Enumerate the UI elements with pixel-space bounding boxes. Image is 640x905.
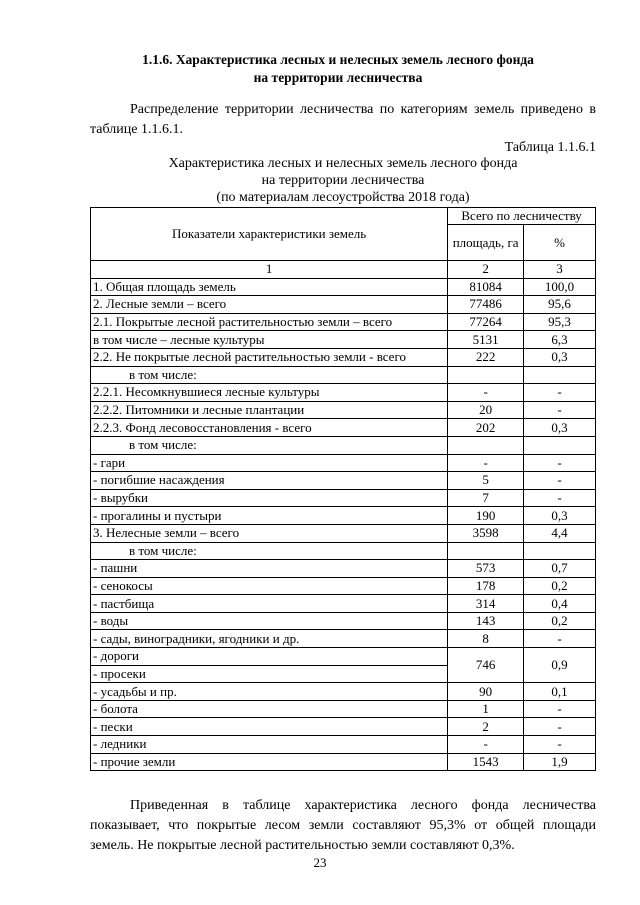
row-label: 2.2.2. Питомники и лесные плантации: [91, 401, 448, 419]
row-area: 314: [448, 595, 524, 613]
table-row: [91, 313, 596, 331]
intro-text: Распределение территории лесничества по категориям земель приведено в таблице 1.1.6.1.: [90, 102, 596, 137]
row-area: 77486: [448, 296, 524, 314]
table-row: [91, 419, 596, 437]
row-area: 81084: [448, 278, 524, 296]
row-area: 178: [448, 577, 524, 595]
table-row: [91, 278, 596, 296]
row-label: - просеки: [91, 665, 448, 683]
table-row: [91, 648, 596, 666]
row-area: [448, 366, 524, 384]
land-characteristics-table: [90, 207, 596, 771]
row-percent: -: [524, 718, 596, 736]
row-label: 2.1. Покрытые лесной растительностью земли – всего: [91, 313, 448, 331]
table-row: [91, 454, 596, 472]
row-label: - гари: [91, 454, 448, 472]
section-title-line-2: на территории лесничества: [253, 70, 423, 85]
row-area: 2: [448, 718, 524, 736]
table-row: [91, 700, 596, 718]
column-number: 2: [448, 261, 524, 279]
row-label: 2.2. Не покрытые лесной растительностью земли - всего: [91, 348, 448, 366]
row-label: 1. Общая площадь земель: [91, 278, 448, 296]
page-number: 23: [313, 855, 327, 870]
row-percent: [524, 542, 596, 560]
row-percent: 0,4: [524, 595, 596, 613]
row-area: 1543: [448, 753, 524, 771]
row-label: - прогалины и пустыри: [91, 507, 448, 525]
row-area: 1: [448, 700, 524, 718]
row-label: 2.2.3. Фонд лесовосстановления - всего: [91, 419, 448, 437]
row-percent: [524, 366, 596, 384]
row-area: [448, 436, 524, 454]
conclusion-paragraph: [90, 796, 596, 856]
row-label: - сады, виноградники, ягодники и др.: [91, 630, 448, 648]
table-row: [91, 296, 596, 314]
row-area: 8: [448, 630, 524, 648]
row-percent: 95,3: [524, 313, 596, 331]
row-area: -: [448, 454, 524, 472]
row-percent: 0,9: [524, 648, 596, 683]
conclusion-text: Приведенная в таблице характеристика лесного фонда лесничества показывает, что покрытые лесом земли составляют 95,3% от общей площади земель. Не покрытые лесной растительностью земли составляют 0,3%.: [90, 798, 596, 853]
row-area: 573: [448, 560, 524, 578]
table-row: [91, 366, 596, 384]
row-area: 5131: [448, 331, 524, 349]
row-percent: -: [524, 401, 596, 419]
table-row: [91, 331, 596, 349]
table-row: [91, 736, 596, 754]
row-label: 2. Лесные земли – всего: [91, 296, 448, 314]
row-label: - ледники: [91, 736, 448, 754]
row-percent: 0,2: [524, 577, 596, 595]
row-percent: 0,3: [524, 348, 596, 366]
table-row: [91, 348, 596, 366]
row-percent: -: [524, 454, 596, 472]
row-label: - прочие земли: [91, 753, 448, 771]
table-row: [91, 612, 596, 630]
intro-paragraph: [90, 100, 596, 140]
table-row: [91, 524, 596, 542]
row-area: -: [448, 736, 524, 754]
row-area: 20: [448, 401, 524, 419]
row-label: 3. Нелесные земли – всего: [91, 524, 448, 542]
row-area: [448, 542, 524, 560]
caption-line-1: Характеристика лесных и нелесных земель лесного фонда: [168, 156, 518, 171]
row-label: в том числе – лесные культуры: [91, 331, 448, 349]
row-label: в том числе:: [91, 436, 448, 454]
header-indicator: Показатели характеристики земель: [91, 208, 448, 261]
row-area: 202: [448, 419, 524, 437]
row-label: - дороги: [91, 648, 448, 666]
table-caption: [90, 155, 596, 206]
row-label: 2.2.1. Несомкнувшиеся лесные культуры: [91, 384, 448, 402]
table-row: [91, 595, 596, 613]
row-label: - сенокосы: [91, 577, 448, 595]
table-row: [91, 489, 596, 507]
column-number: 3: [524, 261, 596, 279]
row-area: 222: [448, 348, 524, 366]
row-percent: 0,1: [524, 683, 596, 701]
row-percent: [524, 436, 596, 454]
caption-line-3: (по материалам лесоустройства 2018 года): [216, 190, 470, 205]
table-row: [91, 560, 596, 578]
column-number: 1: [91, 261, 448, 279]
row-percent: -: [524, 736, 596, 754]
caption-line-2: на территории лесничества: [261, 173, 425, 188]
row-percent: 0,3: [524, 419, 596, 437]
table-row: [91, 753, 596, 771]
row-percent: -: [524, 472, 596, 490]
table-row: [91, 577, 596, 595]
table-row: [91, 542, 596, 560]
row-label: в том числе:: [91, 542, 448, 560]
table-row: [91, 472, 596, 490]
row-area: -: [448, 384, 524, 402]
row-area: 7: [448, 489, 524, 507]
table-row: [91, 401, 596, 419]
header-total: Всего по лесничеству: [448, 208, 596, 225]
row-label: - пастбища: [91, 595, 448, 613]
row-area: 143: [448, 612, 524, 630]
row-label: - погибшие насаждения: [91, 472, 448, 490]
row-percent: 0,3: [524, 507, 596, 525]
table-row: [91, 507, 596, 525]
header-percent: %: [524, 225, 596, 261]
row-area: 3598: [448, 524, 524, 542]
row-label: - пески: [91, 718, 448, 736]
row-label: - болота: [91, 700, 448, 718]
table-row: [91, 384, 596, 402]
header-area: площадь, га: [448, 225, 524, 261]
row-percent: 0,7: [524, 560, 596, 578]
table-row: [91, 718, 596, 736]
row-area: 90: [448, 683, 524, 701]
row-percent: 100,0: [524, 278, 596, 296]
row-percent: -: [524, 384, 596, 402]
row-percent: -: [524, 489, 596, 507]
row-percent: 4,4: [524, 524, 596, 542]
row-label: - вырубки: [91, 489, 448, 507]
row-area: 190: [448, 507, 524, 525]
row-percent: -: [524, 630, 596, 648]
table-row: [91, 630, 596, 648]
row-percent: 0,2: [524, 612, 596, 630]
table-number: Таблица 1.1.6.1: [504, 140, 596, 155]
row-percent: 6,3: [524, 331, 596, 349]
row-percent: 95,6: [524, 296, 596, 314]
row-label: - усадьбы и пр.: [91, 683, 448, 701]
section-title-line-1: 1.1.6. Характеристика лесных и нелесных земель лесного фонда: [142, 52, 534, 67]
row-area: 746: [448, 648, 524, 683]
section-title: [80, 51, 596, 87]
row-label: в том числе:: [91, 366, 448, 384]
row-percent: -: [524, 700, 596, 718]
row-area: 77264: [448, 313, 524, 331]
row-label: - воды: [91, 612, 448, 630]
row-percent: 1,9: [524, 753, 596, 771]
row-area: 5: [448, 472, 524, 490]
table-row: [91, 683, 596, 701]
row-label: - пашни: [91, 560, 448, 578]
table-row: [91, 436, 596, 454]
